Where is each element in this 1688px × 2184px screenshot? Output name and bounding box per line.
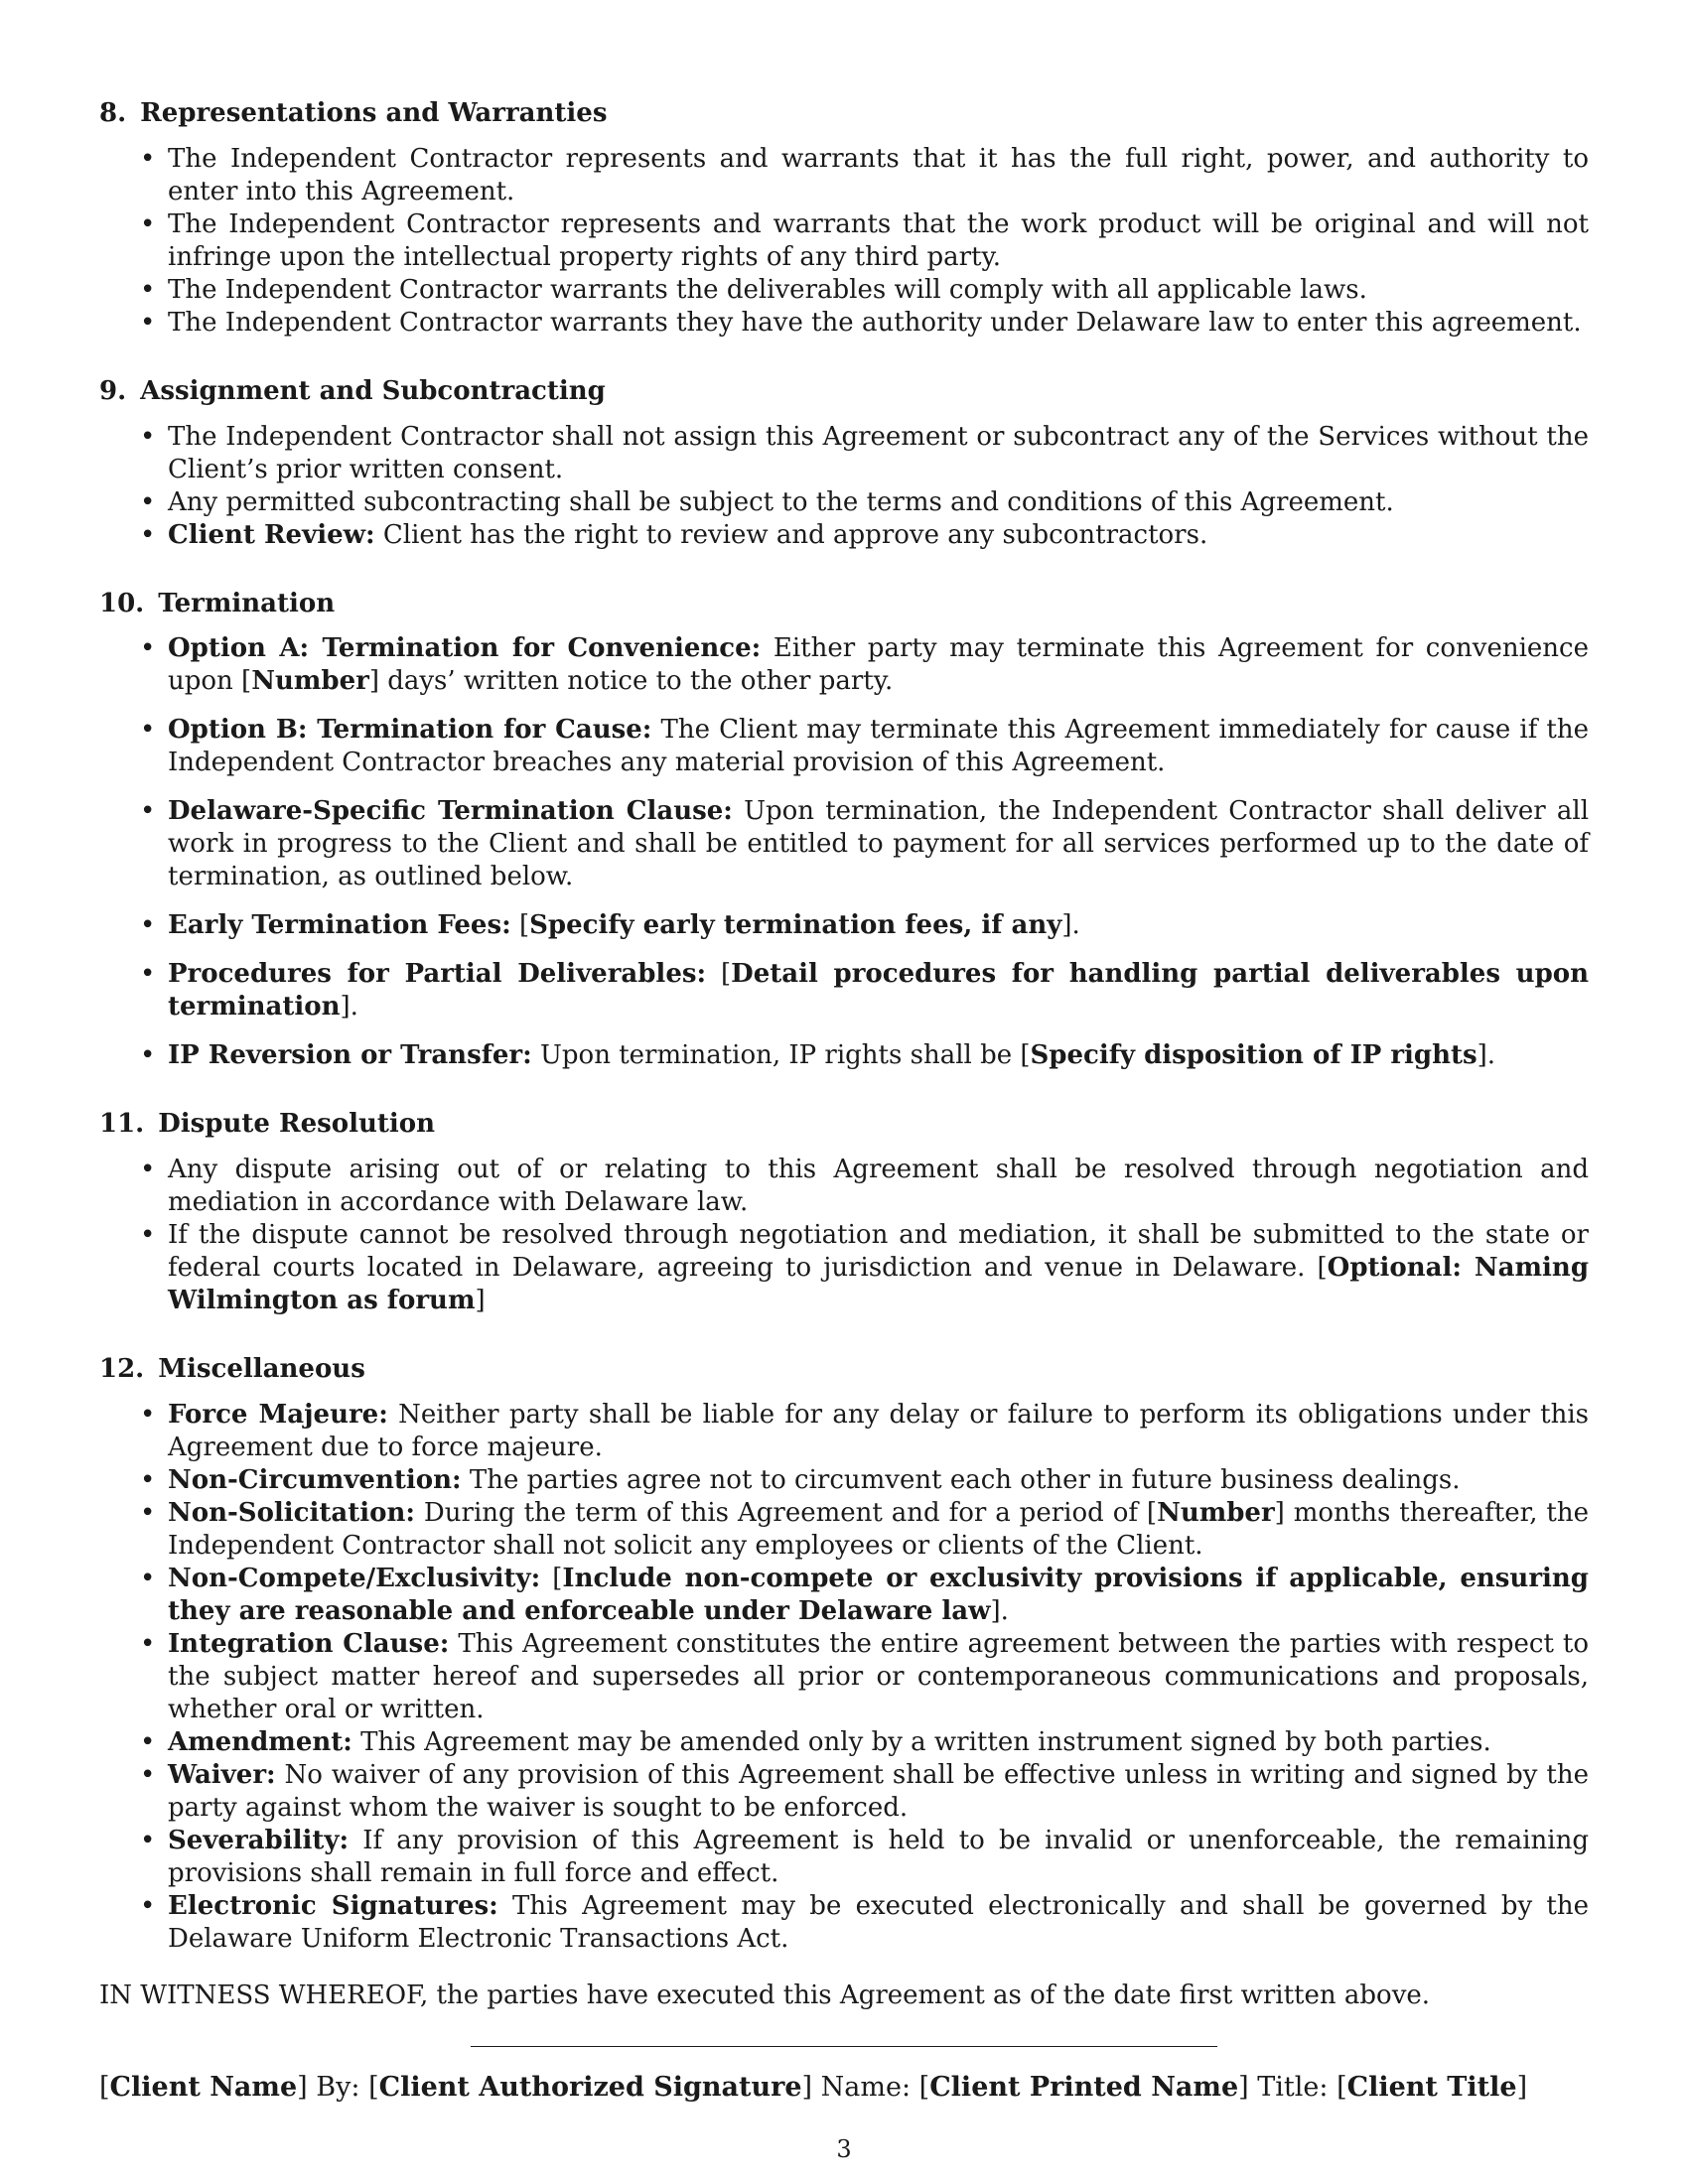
by-label: By: bbox=[316, 2071, 360, 2103]
section-number: 12. bbox=[99, 1354, 145, 1385]
item-label: Option B: Termination for Cause: bbox=[168, 715, 652, 746]
item-text: Either party may terminate this Agreement for convenience upon [ bbox=[168, 633, 1589, 697]
item-text: This Agreement constitutes the entire agreement between the parties with respect to the subject matter hereof and supersedes all prior or contemporaneous communications and proposals, whether oral or written. bbox=[168, 1628, 1589, 1724]
bullet-list bbox=[99, 632, 1589, 1072]
section-number: 9. bbox=[99, 375, 127, 406]
client-title-placeholder: Client Title bbox=[1346, 2071, 1517, 2103]
placeholder-text: Specify disposition of IP rights bbox=[1030, 1040, 1477, 1071]
item-label: Integration Clause: bbox=[168, 1628, 450, 1659]
bullet-list bbox=[99, 421, 1589, 552]
list-item bbox=[168, 421, 1589, 486]
placeholder-text: Number bbox=[1157, 1497, 1275, 1528]
section-title: Assignment and Subcontracting bbox=[140, 375, 606, 406]
list-item bbox=[168, 1039, 1589, 1072]
section-termination bbox=[99, 588, 1589, 1073]
list-item: • The Independent Contractor represents and warrants that the work product will be original and will not infringe upon the intellectual property rights of any third party. bbox=[168, 208, 1589, 274]
list-item bbox=[168, 1219, 1589, 1317]
item-text: Any permitted subcontracting shall be subject to the terms and conditions of this Agreement. bbox=[168, 486, 1394, 517]
item-label: Electronic Signatures: bbox=[168, 1890, 498, 1921]
placeholder-text: Number bbox=[251, 666, 369, 697]
item-text: Any dispute arising out of or relating to this Agreement shall be resolved through negotiation and mediation in accordance with Delaware law. bbox=[168, 1155, 1589, 1218]
placeholder-text: Detail procedures for handling partial deliverables upon termination bbox=[168, 959, 1589, 1023]
section-title: Representations and Warranties bbox=[140, 98, 608, 128]
list-item bbox=[168, 1628, 1589, 1726]
item-text: ]. bbox=[1061, 910, 1080, 941]
item-label: Severability: bbox=[168, 1825, 350, 1855]
item-text: No waiver of any provision of this Agreement shall be effective unless in writing and signed by the party against whom the waiver is sought to be enforced. bbox=[168, 1759, 1589, 1823]
section-heading bbox=[99, 588, 1589, 621]
item-label: Force Majeure: bbox=[168, 1399, 388, 1430]
section-number: 10. bbox=[99, 588, 145, 618]
item-text: Upon termination, IP rights shall be [ bbox=[540, 1040, 1031, 1071]
section-title: Dispute Resolution bbox=[158, 1109, 436, 1140]
witness-statement: IN WITNESS WHEREOF, the parties have executed this Agreement as of the date first written above. bbox=[99, 1979, 1431, 2010]
item-text: [ bbox=[721, 959, 732, 990]
list-item bbox=[168, 1759, 1589, 1825]
section-heading bbox=[99, 375, 1589, 409]
item-text: This Agreement may be executed electronically and shall be governed by the Delaware Uniform Electronic Transactions Act. bbox=[168, 1890, 1589, 1954]
page-number: 3 bbox=[836, 2135, 852, 2163]
item-label: Delaware-Specific Termination Clause: bbox=[168, 796, 733, 827]
item-text: Client has the right to review and approve any subcontractors. bbox=[382, 519, 1208, 550]
item-text: [ bbox=[518, 910, 530, 941]
section-number: 8. bbox=[99, 98, 127, 128]
item-text: If the dispute cannot be resolved through negotiation and mediation, it shall be submitted to the state or federal courts located in Delaware, agreeing to jurisdiction and venue in Delaware. [ bbox=[168, 1220, 1589, 1284]
list-item bbox=[168, 1825, 1589, 1890]
item-text: ]. bbox=[1477, 1040, 1496, 1071]
item-label: Early Termination Fees: bbox=[168, 910, 511, 941]
item-text: The Client may terminate this Agreement immediately for cause if the Independent Contractor breaches any material provision of this Agreement. bbox=[168, 715, 1590, 778]
list-item bbox=[168, 795, 1589, 893]
item-text: ] bbox=[475, 1286, 486, 1316]
item-label: Option A: Termination for Convenience: bbox=[168, 633, 762, 664]
item-label: Amendment: bbox=[168, 1726, 352, 1757]
section-miscellaneous bbox=[99, 1353, 1589, 1956]
list-item bbox=[168, 714, 1589, 779]
signature-line bbox=[471, 2046, 1217, 2047]
document-page bbox=[99, 97, 1589, 2105]
item-text: ]. bbox=[340, 992, 358, 1023]
list-item bbox=[168, 1154, 1589, 1219]
item-text: ] months thereafter, the Independent Contractor shall not solicit any employees or clients of the Client. bbox=[168, 1497, 1589, 1561]
section-title: Termination bbox=[158, 588, 336, 618]
section-heading bbox=[99, 1108, 1589, 1142]
bullet-list bbox=[99, 1399, 1589, 1956]
authorized-signature-placeholder: Client Authorized Signature bbox=[378, 2071, 802, 2103]
item-text: Neither party shall be liable for any delay or failure to perform its obligations under this Agreement due to force majeure. bbox=[168, 1399, 1589, 1462]
item-label: Non-Compete/Exclusivity: bbox=[168, 1563, 541, 1593]
list-item bbox=[168, 486, 1589, 519]
item-text: The Independent Contractor shall not assign this Agreement or subcontract any of the Services without the Client’s prior written consent. bbox=[168, 421, 1589, 484]
placeholder-text: Include non-compete or exclusivity provisions if applicable, ensuring they are reasonable and enforceable under Delaware law bbox=[168, 1563, 1589, 1626]
item-text: [ bbox=[552, 1563, 563, 1593]
item-text: ] days’ written notice to the other party. bbox=[368, 666, 894, 697]
list-item bbox=[168, 519, 1589, 552]
printed-name-placeholder: Client Printed Name bbox=[929, 2071, 1239, 2103]
section-representations-warranties bbox=[99, 97, 1589, 340]
bullet-list bbox=[99, 143, 1589, 340]
item-text: This Agreement may be amended only by a written instrument signed by both parties. bbox=[360, 1726, 1491, 1757]
title-label: Title: bbox=[1257, 2071, 1329, 2103]
list-item bbox=[168, 1497, 1589, 1563]
list-item: • The Independent Contractor warrants the deliverables will comply with all applicable laws. bbox=[168, 274, 1589, 307]
list-item bbox=[168, 1890, 1589, 1956]
section-heading bbox=[99, 97, 1589, 131]
section-heading bbox=[99, 1353, 1589, 1387]
name-label: Name: bbox=[820, 2071, 912, 2103]
client-name-placeholder: Client Name bbox=[109, 2071, 298, 2103]
list-item bbox=[168, 632, 1589, 698]
item-label: Non-Circumvention: bbox=[168, 1464, 462, 1495]
list-item: • The Independent Contractor warrants they have the authority under Delaware law to enter this agreement. bbox=[168, 307, 1589, 340]
signature-block: [Client Name] By: [Client Authorized Signature] Name: [Client Printed Name] Title: [Client Title] bbox=[99, 2071, 1528, 2103]
item-text: Upon termination, the Independent Contractor shall deliver all work in progress to the Client and shall be entitled to payment for all services performed up to the date of termination, as outlined below. bbox=[168, 796, 1590, 892]
list-item bbox=[168, 1563, 1589, 1628]
section-number: 11. bbox=[99, 1109, 145, 1140]
placeholder-text: Optional: Naming Wilmington as forum bbox=[168, 1253, 1589, 1316]
item-label: Waiver: bbox=[168, 1759, 276, 1790]
item-label: Client Review: bbox=[168, 519, 375, 550]
item-text: The parties agree not to circumvent each other in future business dealings. bbox=[469, 1464, 1461, 1495]
section-title: Miscellaneous bbox=[158, 1354, 365, 1385]
list-item bbox=[168, 1399, 1589, 1464]
item-label: IP Reversion or Transfer: bbox=[168, 1040, 532, 1071]
bullet-list bbox=[99, 1154, 1589, 1317]
section-assignment-subcontracting bbox=[99, 375, 1589, 552]
list-item: • The Independent Contractor represents and warrants that it has the full right, power, and authority to enter into this Agreement. bbox=[168, 143, 1589, 208]
item-text: ]. bbox=[990, 1595, 1009, 1626]
list-item bbox=[168, 958, 1589, 1024]
list-item bbox=[168, 909, 1589, 942]
item-label: Procedures for Partial Deliverables: bbox=[168, 959, 707, 990]
list-item bbox=[168, 1464, 1589, 1497]
section-dispute-resolution bbox=[99, 1108, 1589, 1317]
item-text: During the term of this Agreement and for a period of [ bbox=[423, 1497, 1158, 1528]
item-text: If any provision of this Agreement is held to be invalid or unenforceable, the remaining provisions shall remain in full force and effect. bbox=[168, 1825, 1590, 1888]
list-item bbox=[168, 1726, 1589, 1759]
item-label: Non-Solicitation: bbox=[168, 1497, 415, 1528]
placeholder-text: Specify early termination fees, if any bbox=[529, 910, 1062, 941]
